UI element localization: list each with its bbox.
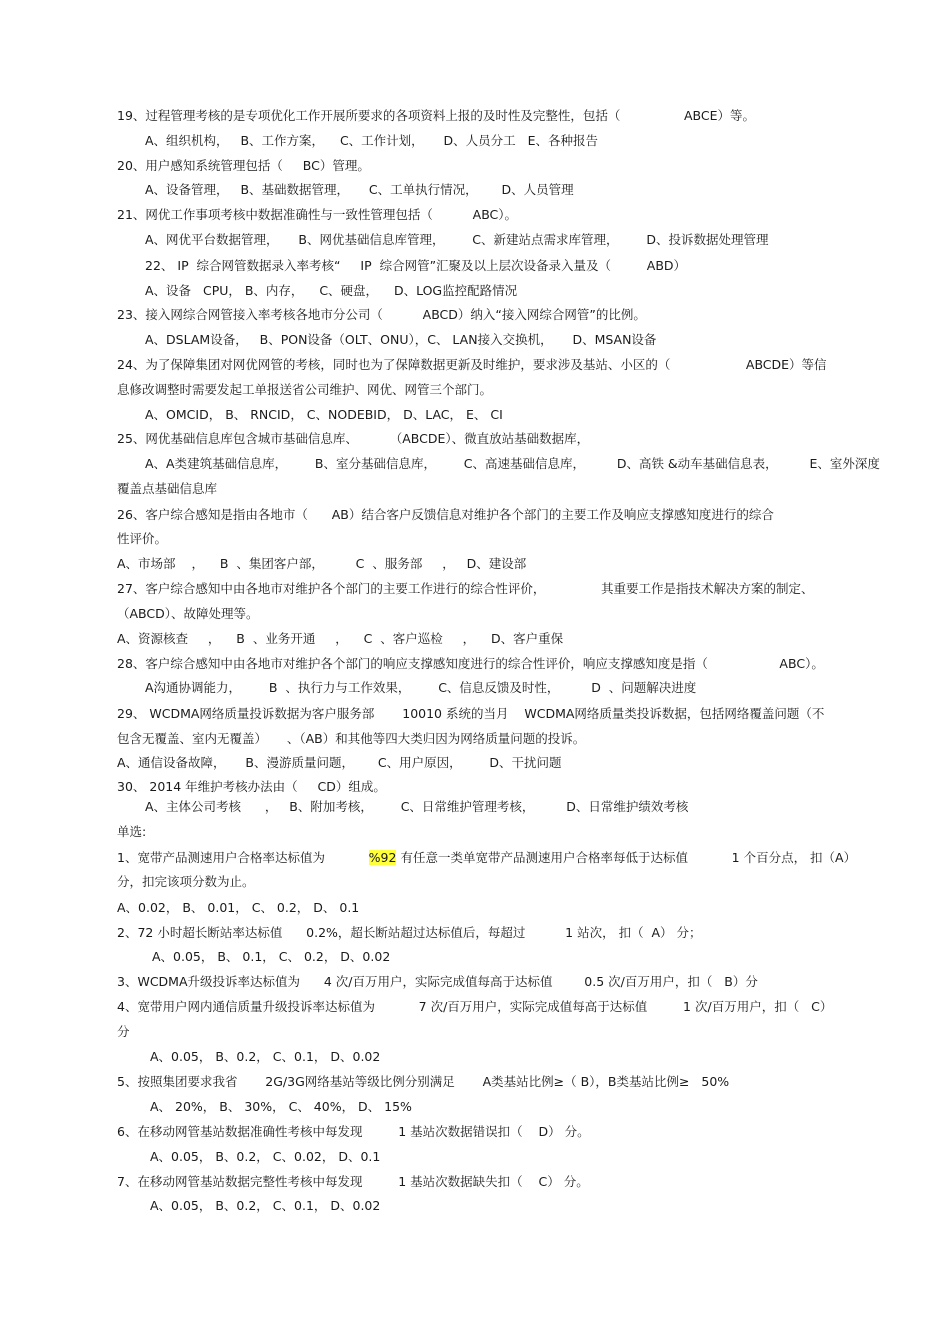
text-line: 19、过程管理考核的是专项优化工作开展所要求的各项资料上报的及时性及完整性，包括（ ABCE）等。 bbox=[117, 108, 756, 123]
text-line: A、0.05， B、 0.1， C、 0.2， D、0.02 bbox=[152, 949, 391, 964]
text-line: A、 20%， B、 30%， C、 40%， D、 15% bbox=[150, 1099, 412, 1114]
text-line: 25、网优基础信息库包含城市基础信息库、 （ABCDE）、微直放站基础数据库， bbox=[117, 431, 590, 446]
text-line: 27、客户综合感知中由各地市对维护各个部门的主要工作进行的综合性评价， 其重要工作是指技术解决方案的制定、 bbox=[117, 581, 814, 596]
highlighted-value: %92 bbox=[368, 850, 397, 865]
text-line: 包含无覆盖、室内无覆盖） 、（AB）和其他等四大类归因为网络质量问题的投诉。 bbox=[117, 731, 586, 746]
text-line: 30、 2014 年维护考核办法由（ CD）组成。 bbox=[117, 779, 386, 794]
text-line: A、0.05， B、0.2， C、0.1， D、0.02 bbox=[150, 1049, 381, 1064]
text-line: A、通信设备故障， B、漫游质量问题， C、用户原因， D、干扰问题 bbox=[117, 755, 562, 770]
text-line: 28、客户综合感知中由各地市对维护各个部门的响应支撑感知度进行的综合性评价，响应支撑感知度是指（ ABC）。 bbox=[117, 656, 824, 671]
text-line: A、设备管理， B、基础数据管理， C、工单执行情况， D、人员管理 bbox=[145, 182, 574, 197]
text-line: 29、 WCDMA网络质量投诉数据为客户服务部 10010 系统的当月 WCDMA网络质量类投诉数据，包括网络覆盖问题（不 bbox=[117, 706, 825, 721]
text-line: A、0.05， B、0.2， C、0.1， D、0.02 bbox=[150, 1198, 381, 1213]
text-line: 7、在移动网管基站数据完整性考核中每发现 1 基站次数据缺失扣（ C） 分。 bbox=[117, 1174, 589, 1189]
text-line: 21、网优工作事项考核中数据准确性与一致性管理包括（ ABC）。 bbox=[117, 207, 518, 222]
text-line: （ABCD）、故障处理等。 bbox=[117, 606, 259, 621]
text-line: 性评价。 bbox=[117, 531, 168, 546]
text-line: A、OMCID， B、 RNCID， C、NODEBID， D、LAC， E、 CI bbox=[145, 407, 503, 422]
text-line: 息修改调整时需要发起工单报送省公司维护、网优、网管三个部门。 bbox=[117, 382, 493, 397]
text-line: A、网优平台数据管理， B、网优基础信息库管理， C、新建站点需求库管理， D、投诉数据处理管理 bbox=[145, 232, 769, 247]
text-line: A、设备 CPU， B、内存， C、硬盘， D、LOG监控配路情况 bbox=[145, 283, 518, 298]
text-line: 20、用户感知系统管理包括（ BC）管理。 bbox=[117, 158, 370, 173]
text-line: A、0.02， B、 0.01， C、 0.2， D、 0.1 bbox=[117, 900, 360, 915]
text-line: A、DSLAM设备， B、PON设备（OLT、ONU），C、 LAN接入交换机， D、MSAN设备 bbox=[145, 332, 657, 347]
text-line: A、A类建筑基础信息库， B、室分基础信息库， C、高速基础信息库， D、高铁 &动车基础信息表， E、室外深度 bbox=[145, 456, 880, 471]
text-line: A、组织机构， B、工作方案， C、工作计划， D、人员分工 E、各种报告 bbox=[145, 133, 598, 148]
text-line: 23、接入网综合网管接入率考核各地市分公司（ ABCD）纳入“接入网综合网管”的比例。 bbox=[117, 307, 646, 322]
text-line: 22、 IP 综合网管数据录入率考核“ IP 综合网管”汇聚及以上层次设备录入量及（ ABD） bbox=[145, 258, 687, 273]
text-line: A、主体公司考核 ， B、附加考核， C、日常维护管理考核， D、日常维护绩效考核 bbox=[145, 799, 689, 814]
text-line: 3、WCDMA升级投诉率达标值为 4 次/百万用户，实际完成值每高于达标值 0.5 次/百万用户，扣（ B）分 bbox=[117, 974, 758, 989]
text-line: 分，扣完该项分数为止。 bbox=[117, 874, 255, 889]
text-line: 5、按照集团要求我省 2G/3G网络基站等级比例分别满足 A类基站比例≥（ B），B类基站比例≥ 50% bbox=[117, 1074, 730, 1089]
text-line: 2、72 小时超长断站率达标值 0.2%，超长断站超过达标值后，每超过 1 站次， 扣（ A） 分； bbox=[117, 925, 702, 940]
text-line: 6、在移动网管基站数据准确性考核中每发现 1 基站次数据错误扣（ D） 分。 bbox=[117, 1124, 590, 1139]
text-line: 分 bbox=[117, 1024, 130, 1039]
text-line: 覆盖点基础信息库 bbox=[117, 481, 218, 496]
section-heading: 单选: bbox=[117, 824, 147, 839]
text-line: 24、为了保障集团对网优网管的考核，同时也为了保障数据更新及时维护，要求涉及基站、小区的（ ABCDE）等信 bbox=[117, 357, 827, 372]
text-line: A沟通协调能力， B 、执行力与工作效果， C、信息反馈及时性， D 、问题解决进度 bbox=[145, 680, 697, 695]
text-line: 1、宽带产品测速用户合格率达标值为 %92 有任意一类单宽带产品测速用户合格率每低于达标值 1 个百分点， 扣（A） bbox=[117, 850, 857, 865]
text-line: A、0.05， B、0.2， C、0.02， D、0.1 bbox=[150, 1149, 381, 1164]
text-line: A、资源核查 ， B 、业务开通 ， C 、客户巡检 ， D、客户重保 bbox=[117, 631, 564, 646]
text-line: A、市场部 ， B 、集团客户部， C 、服务部 ， D、建设部 bbox=[117, 556, 527, 571]
text-line: 4、宽带用户网内通信质量升级投诉率达标值为 7 次/百万用户，实际完成值每高于达标值 1 次/百万用户，扣（ C） bbox=[117, 999, 833, 1014]
text-line: 26、客户综合感知是指由各地市（ AB）结合客户反馈信息对维护各个部门的主要工作及响应支撑感知度进行的综合 bbox=[117, 507, 774, 522]
